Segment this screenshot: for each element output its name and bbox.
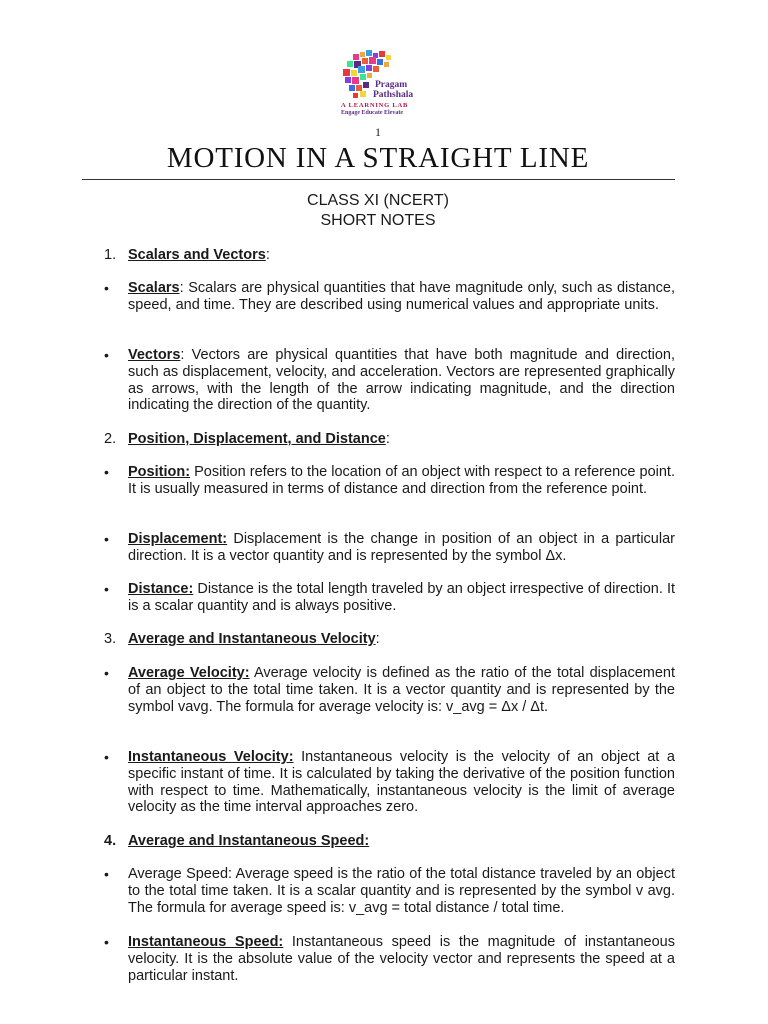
section-heading-2 xyxy=(104,431,676,448)
bullet-icon: • xyxy=(104,347,109,363)
bullet-icon: • xyxy=(104,464,109,480)
section-title: Scalars and Vectors xyxy=(128,247,266,263)
bullet-text: Distance is the total length traveled by an object irrespective of direction. It is a scalar quantity and is always positive. xyxy=(128,581,675,614)
page-number: 1 xyxy=(375,125,381,139)
title-divider xyxy=(82,179,675,180)
logo-tagline2: Engage Educate Elevate xyxy=(341,110,403,116)
bullet-text: : Vectors are physical quantities that have both magnitude and direction, such as displacement, velocity, and acceleration. Vectors are represented graphically as arrows, with the length of the arrow indicating magnitude, and the direction indicating the direction of the quantity. xyxy=(128,347,675,414)
bullet-icon: • xyxy=(104,934,109,950)
list-item xyxy=(104,934,676,984)
list-item xyxy=(104,347,676,414)
bullet-text: Displacement is the change in position of an object in a particular direction. It is a vector quantity and is represented by the symbol Δx. xyxy=(128,531,675,564)
section-heading-4 xyxy=(104,833,676,850)
logo-line1: Pragam xyxy=(375,80,408,90)
bullet-term: Instantaneous Speed: xyxy=(128,934,284,950)
list-item xyxy=(104,866,676,916)
bullet-text: Instantaneous velocity is the velocity of an object at a specific instant of time. It is calculated by taking the derivative of the position function with respect to time. Mathematically, instantaneous velocity is the limit of average velocity as the time interval approaches zero. xyxy=(128,749,675,816)
bullet-term: Scalars xyxy=(128,280,180,296)
bullet-term: Distance: xyxy=(128,581,194,597)
section-number: 1. xyxy=(104,247,117,263)
section-title: Average and Instantaneous Velocity xyxy=(128,631,376,647)
section-heading-3 xyxy=(104,631,676,648)
bullet-term: Displacement: xyxy=(128,531,228,547)
bullet-text: Average Speed: Average speed is the ratio of the total distance traveled by an object to the total time taken. It is a scalar quantity and is represented by the symbol v avg. The formula for average speed is: v_avg = total distance / total time. xyxy=(128,866,675,916)
bullet-icon: • xyxy=(104,749,109,765)
subtitle-class: CLASS XI (NCERT) xyxy=(307,192,449,209)
bullet-text: : Scalars are physical quantities that have magnitude only, such as distance, speed, and time. They are described using numerical values and appropriate units. xyxy=(128,280,675,313)
bullet-term: Average Velocity: xyxy=(128,665,250,681)
list-item xyxy=(104,665,676,715)
bullet-icon: • xyxy=(104,531,109,547)
section-suffix: : xyxy=(375,631,380,647)
section-title: Position, Displacement, and Distance xyxy=(128,431,386,447)
section-suffix: : xyxy=(265,247,270,263)
list-item xyxy=(104,581,676,615)
list-item xyxy=(104,531,676,565)
logo-line2: Pathshala xyxy=(373,90,414,100)
section-title: Average and Instantaneous Speed: xyxy=(128,833,370,849)
bullet-term: Instantaneous Velocity: xyxy=(128,749,294,765)
section-suffix: : xyxy=(385,431,390,447)
section-number: 2. xyxy=(104,431,117,447)
pragam-pathshala-logo xyxy=(331,44,423,122)
bullet-text: Position refers to the location of an object with respect to a reference point. It is usually measured in terms of distance and direction from the reference point. xyxy=(128,464,675,497)
section-heading-1 xyxy=(104,247,676,264)
list-item xyxy=(104,280,676,314)
page-title: MOTION IN A STRAIGHT LINE xyxy=(166,142,590,174)
bullet-text: Instantaneous speed is the magnitude of instantaneous velocity. It is the absolute value of the velocity vector and represents the speed at a particular instant. xyxy=(128,934,675,984)
list-item xyxy=(104,749,676,816)
section-number: 3. xyxy=(104,631,117,647)
bullet-icon: • xyxy=(104,665,109,681)
subtitle-notes: SHORT NOTES xyxy=(320,212,436,229)
list-item xyxy=(104,464,676,498)
bullet-term: Position: xyxy=(128,464,191,480)
bullet-text: Average velocity is defined as the ratio of the total displacement of an object to the total time taken. It is a vector quantity and is represented by the symbol vavg. The formula for average velocity is: v_avg = Δx / Δt. xyxy=(128,665,676,715)
bullet-icon: • xyxy=(104,581,109,597)
bullet-term: Vectors xyxy=(128,347,181,363)
bullet-icon: • xyxy=(104,866,109,882)
logo-tagline1: A LEARNING LAB xyxy=(341,102,409,109)
bullet-icon: • xyxy=(104,280,109,296)
section-number: 4. xyxy=(104,833,117,849)
